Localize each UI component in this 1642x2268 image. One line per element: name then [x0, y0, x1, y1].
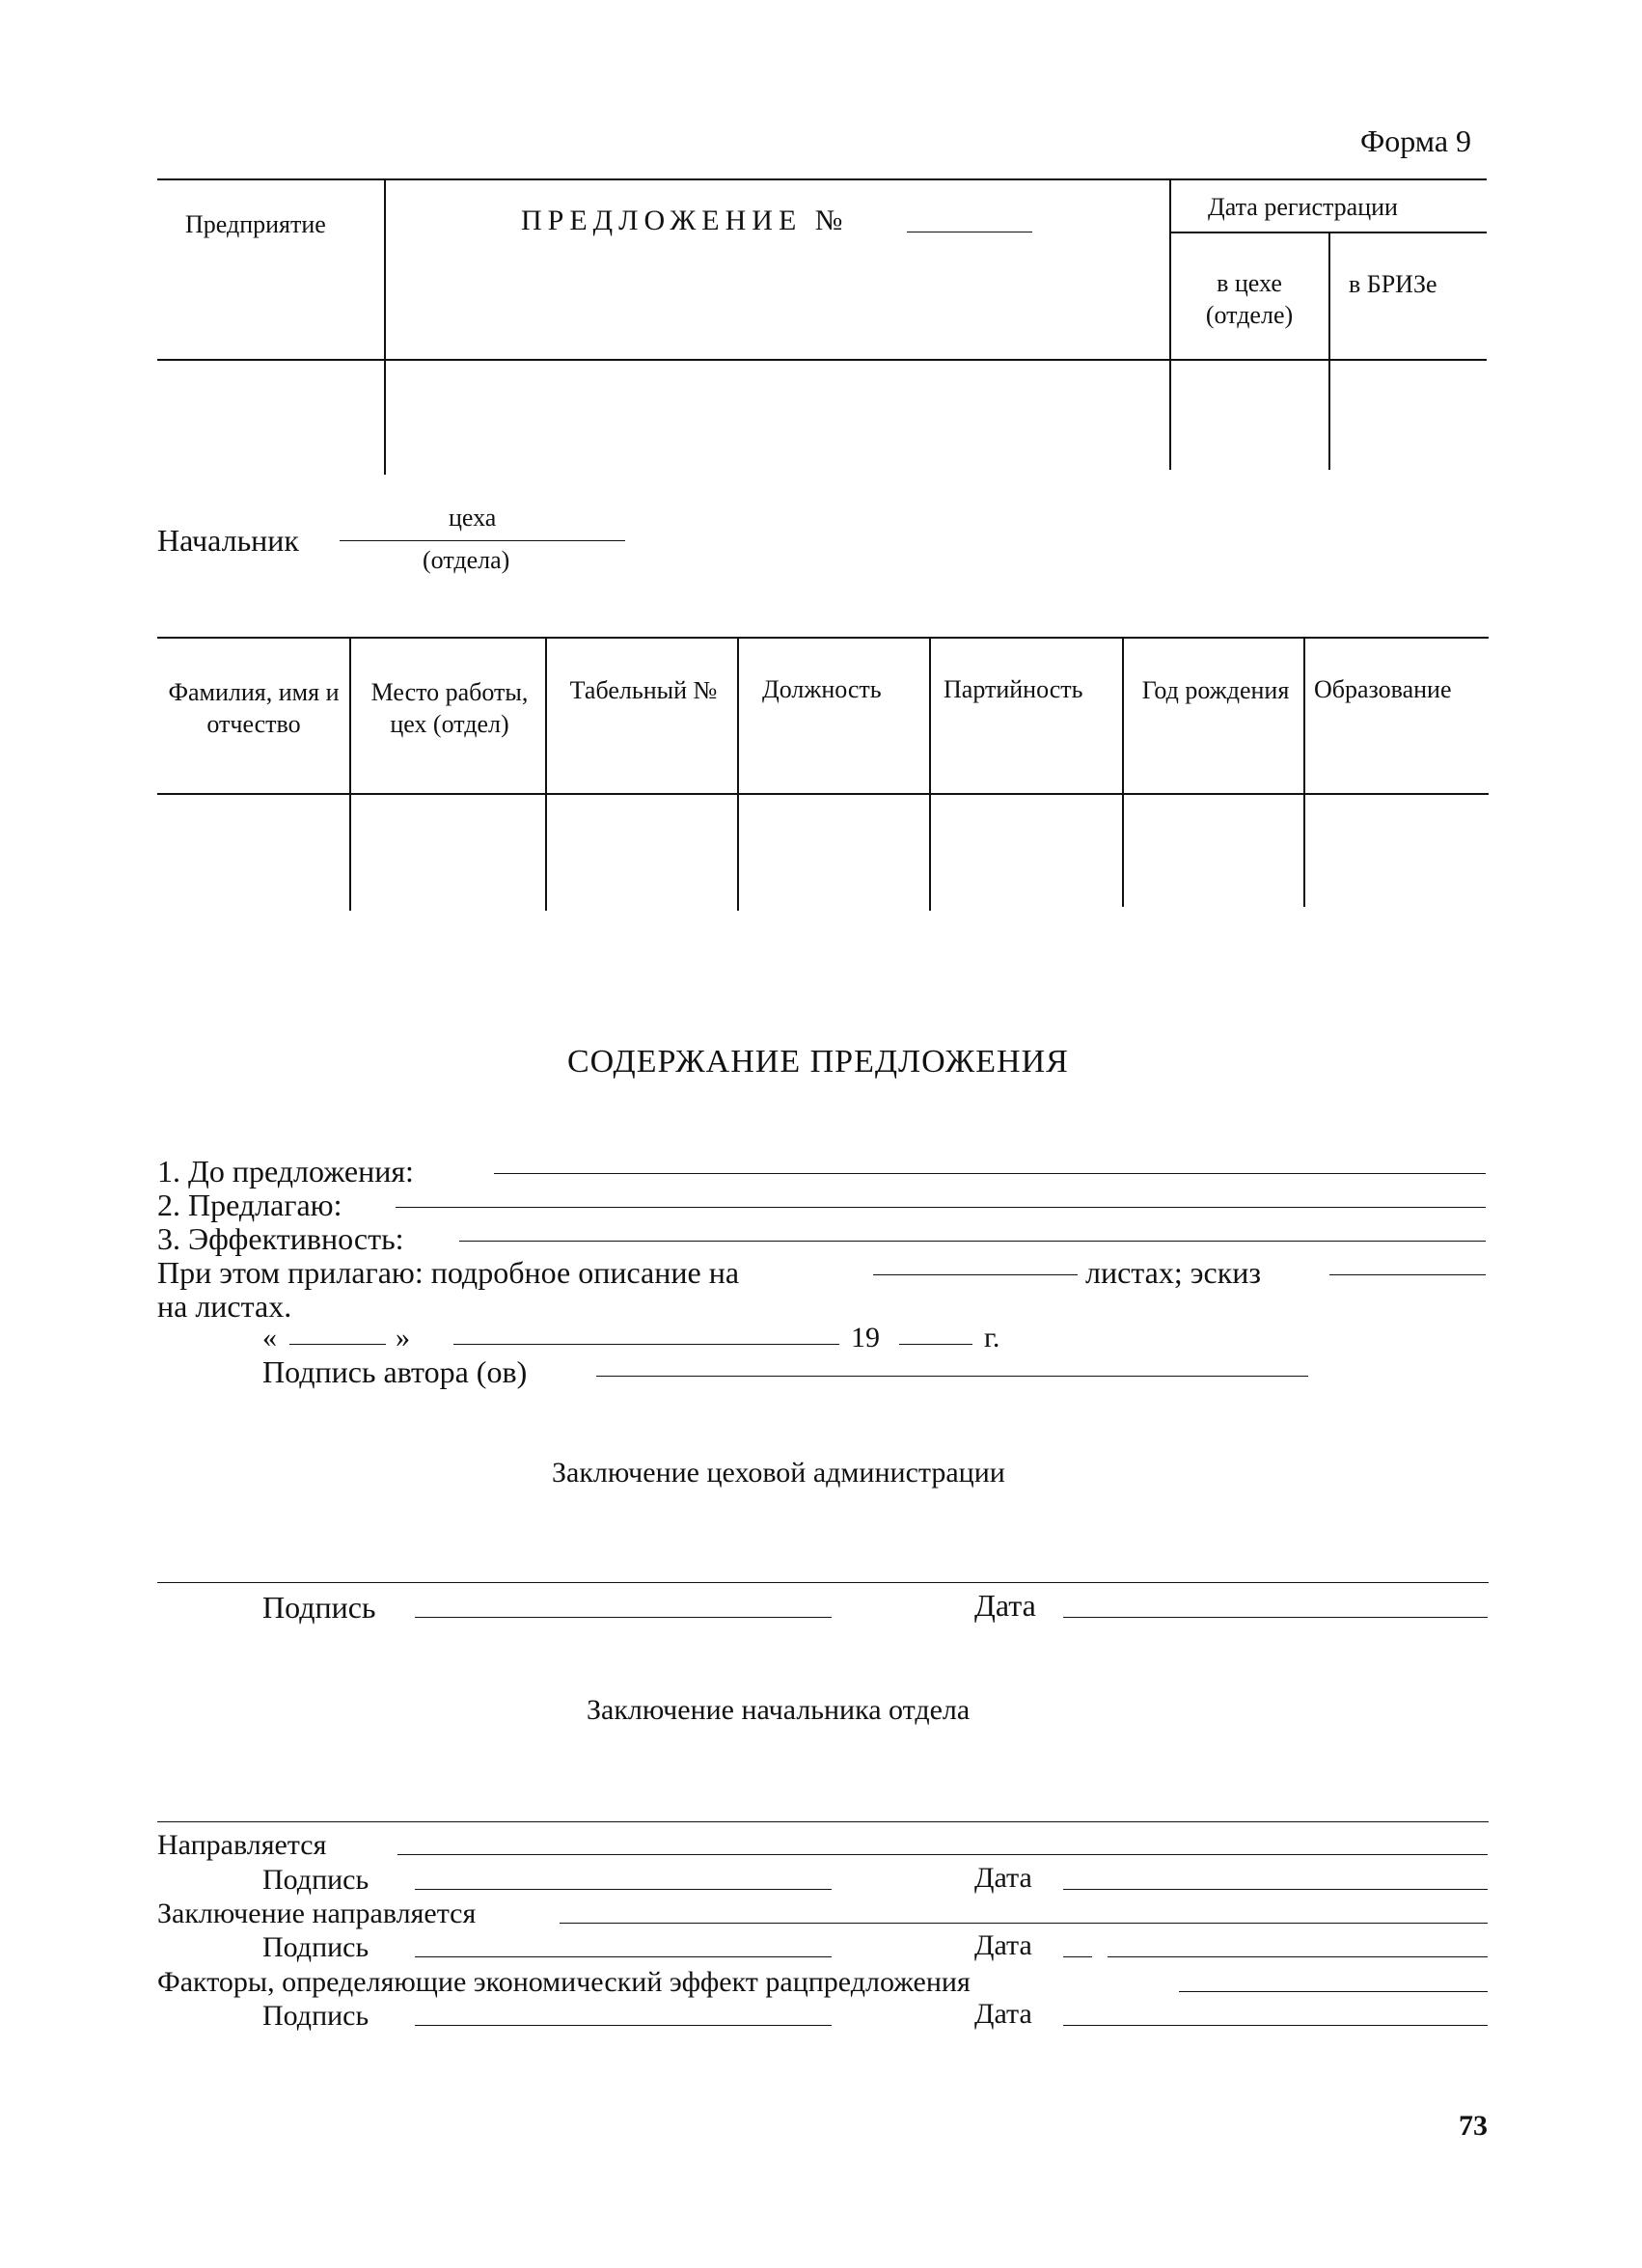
- before-proposal-field[interactable]: [494, 1173, 1486, 1174]
- column-header: Образование: [1314, 675, 1452, 703]
- column-header: Фамилия, имя и отчество: [168, 678, 340, 738]
- author-signature-label: Подпись автора (ов): [262, 1354, 528, 1389]
- quote-close: »: [396, 1322, 410, 1353]
- column-header: Партийность: [944, 675, 1083, 703]
- year-field[interactable]: [899, 1344, 972, 1345]
- dept-date-label-2: Дата: [974, 1929, 1032, 1961]
- enterprise-label: Предприятие: [185, 210, 326, 238]
- in-shop-label: в цехе (отделе): [1205, 269, 1294, 329]
- dept-date-label-1: Дата: [974, 1862, 1032, 1894]
- sketch-field[interactable]: [1329, 1274, 1486, 1275]
- table-rule: [157, 793, 1489, 795]
- table-rule: [929, 639, 931, 911]
- propose-label: 2. Предлагаю:: [157, 1188, 342, 1222]
- attachment-sheets-label: на листах.: [157, 1289, 292, 1324]
- in-briz-label: в БРИЗе: [1349, 270, 1437, 298]
- quote-open: «: [262, 1322, 277, 1353]
- content-heading: СОДЕРЖАНИЕ ПРЕДЛОЖЕНИЯ: [567, 1044, 1069, 1079]
- column-header: Год рождения: [1141, 676, 1290, 704]
- month-field[interactable]: [453, 1344, 839, 1345]
- dept-signature-field-1[interactable]: [415, 1889, 832, 1890]
- chief-department-label: (отдела): [423, 546, 510, 574]
- shop-date-label: Дата: [974, 1588, 1036, 1623]
- dept-conclusion-heading: Заключение начальника отдела: [587, 1694, 971, 1726]
- table-rule: [1328, 233, 1330, 470]
- attachment-description-label: При этом прилагаю: подробное описание на: [157, 1255, 740, 1290]
- page-number: 73: [1459, 2110, 1488, 2142]
- column-header: Табельный №: [569, 676, 718, 704]
- table-rule: [737, 639, 739, 911]
- table-rule: [349, 639, 351, 911]
- table-rule: [1169, 180, 1171, 470]
- shop-date-field[interactable]: [1063, 1617, 1488, 1618]
- shop-signature-field[interactable]: [415, 1617, 832, 1618]
- table-rule: [157, 637, 1489, 639]
- shop-signature-label: Подпись: [262, 1590, 376, 1625]
- form-label: Форма 9: [1360, 123, 1472, 158]
- table-rule: [545, 639, 547, 911]
- day-field[interactable]: [289, 1344, 386, 1345]
- dept-conclusion-field[interactable]: [157, 1821, 1489, 1822]
- shop-conclusion-heading: Заключение цеховой администрации: [552, 1457, 1005, 1489]
- year-prefix: 19: [851, 1322, 880, 1353]
- dept-signature-label-3: Подпись: [262, 2000, 369, 2032]
- dept-signature-label-1: Подпись: [262, 1864, 369, 1896]
- factors-label: Факторы, определяющие экономический эффект рацпредложения: [157, 1966, 971, 1998]
- dept-signature-field-2[interactable]: [415, 1956, 832, 1957]
- registration-date-label: Дата регистрации: [1208, 193, 1398, 221]
- dept-date-field-1[interactable]: [1063, 1889, 1488, 1890]
- year-suffix: г.: [984, 1322, 1000, 1353]
- attachment-sheets-field[interactable]: [873, 1274, 1078, 1275]
- dept-signature-field-3[interactable]: [415, 2025, 832, 2026]
- conclusion-directed-label: Заключение направляется: [157, 1898, 477, 1929]
- proposal-number-label: ПРЕДЛОЖЕНИЕ №: [521, 205, 849, 236]
- directed-label: Направляется: [157, 1829, 327, 1861]
- before-proposal-label: 1. До предложения:: [157, 1154, 414, 1189]
- shop-conclusion-field[interactable]: [157, 1582, 1489, 1583]
- factors-field[interactable]: [1179, 1991, 1488, 1992]
- efficiency-label: 3. Эффективность:: [157, 1221, 404, 1256]
- directed-field[interactable]: [397, 1854, 1488, 1855]
- dept-signature-label-2: Подпись: [262, 1931, 369, 1963]
- dept-date-field-2b[interactable]: [1108, 1956, 1488, 1957]
- table-rule: [1303, 639, 1305, 907]
- table-rule: [157, 359, 1487, 361]
- table-rule: [157, 178, 1487, 180]
- dept-date-field-3[interactable]: [1063, 2025, 1488, 2026]
- dept-date-label-3: Дата: [974, 1998, 1032, 2030]
- table-rule: [1122, 639, 1124, 907]
- chief-label: Начальник: [157, 523, 299, 558]
- conclusion-directed-field[interactable]: [560, 1923, 1488, 1924]
- column-header: Место работы, цех (отдел): [370, 678, 529, 738]
- propose-field[interactable]: [396, 1207, 1486, 1208]
- author-signature-field[interactable]: [596, 1376, 1308, 1377]
- efficiency-field[interactable]: [459, 1241, 1486, 1242]
- table-rule: [384, 180, 386, 475]
- chief-field[interactable]: [340, 540, 625, 541]
- column-header: Должность: [762, 675, 882, 703]
- dept-date-field-2a[interactable]: [1063, 1956, 1092, 1957]
- attachment-sketch-label: листах; эскиз: [1085, 1255, 1262, 1290]
- chief-shop-label: цеха: [449, 504, 497, 532]
